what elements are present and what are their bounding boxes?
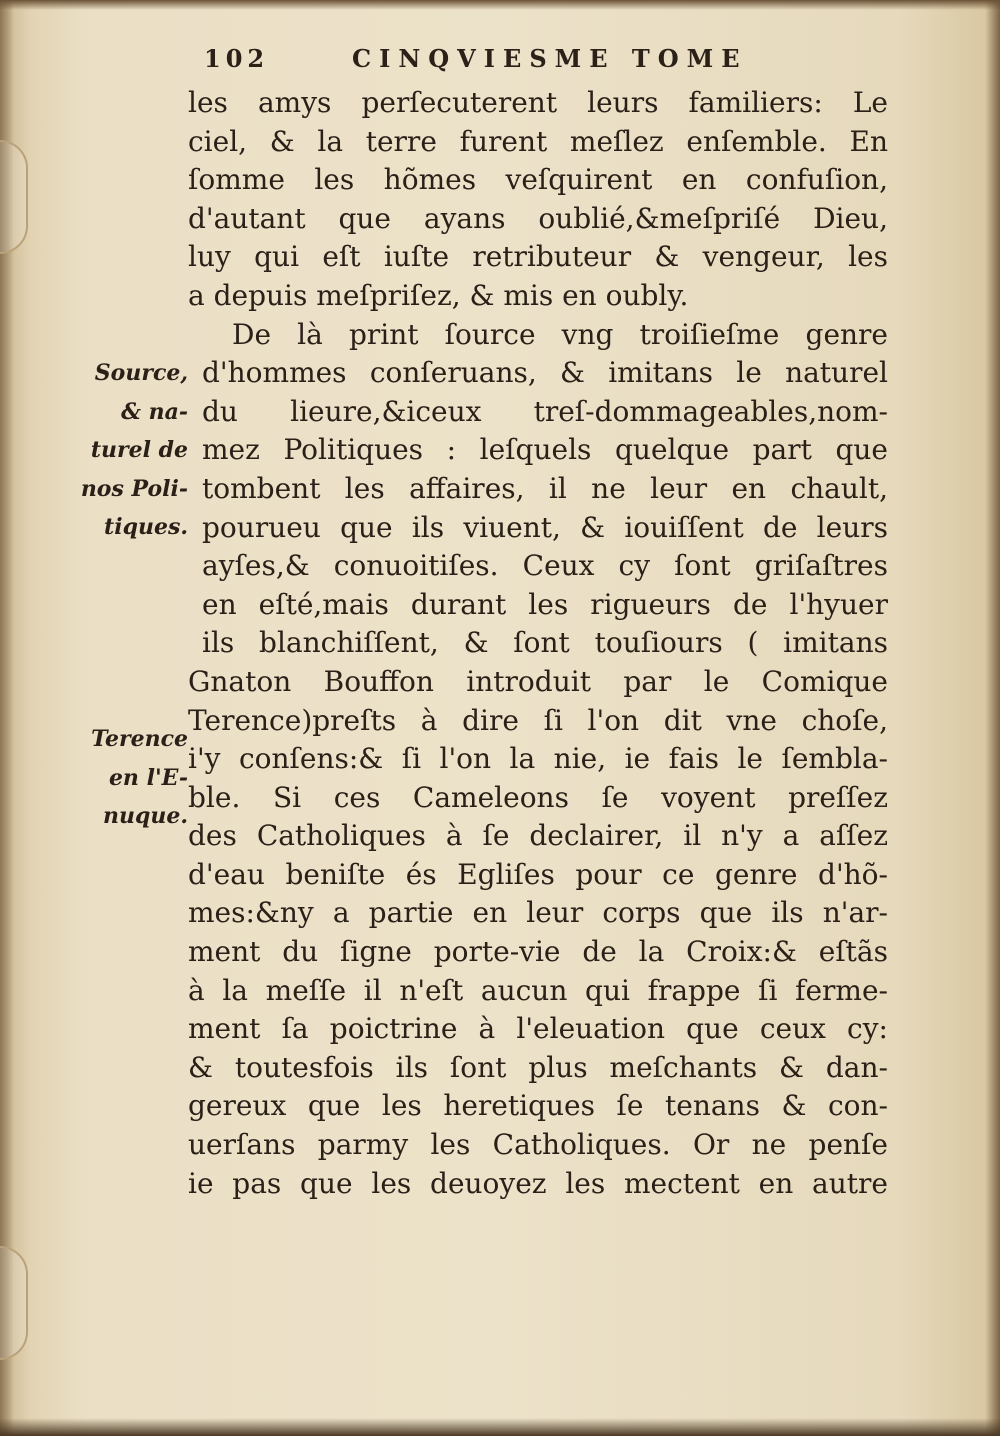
text-line: De là print ſource vng troiſieſme genre [232, 317, 888, 351]
text-line: Gnaton Bouffon introduit par le Comique [188, 664, 888, 698]
text-line: des Catholiques à ſe declairer, il n'y a aſſez [188, 819, 888, 853]
text-line: Terence)preſts à dire ſi l'on dit vne choſe, [188, 703, 888, 737]
body-text [188, 84, 888, 1203]
margin-note-line: Source, [94, 360, 188, 386]
page-bottom-edge [0, 1418, 1000, 1436]
margin-note-source [66, 354, 188, 547]
text-line: en eſté,mais durant les rigueurs de l'hyuer [202, 587, 888, 621]
margin-note-terence [66, 720, 188, 836]
page-tab-lower [0, 1246, 28, 1360]
text-line: luy qui eſt iuſte retributeur & vengeur, les [188, 240, 888, 274]
text-line: ie pas que les deuoyez les mectent en autre [188, 1166, 888, 1200]
page-tab-upper [0, 140, 28, 254]
text-line: ſomme les hõmes veſquirent en confuſion, [188, 163, 888, 197]
text-line: uerſans parmy les Catholiques. Or ne penſe [188, 1128, 888, 1162]
text-line: a depuis meſpriſez, & mis en oubly. [188, 278, 689, 312]
text-line: pourueu que ils viuent, & iouiſſent de leurs [202, 510, 888, 544]
text-line: d'hommes conſeruans, & imitans le naturel [202, 356, 888, 390]
page-number: 102 [204, 44, 270, 73]
text-line: du lieure,&iceux treſ-dommageables,nom- [202, 394, 888, 428]
page-header [204, 44, 884, 80]
margin-note-line: Terence [91, 726, 188, 752]
text-line: ment ſa poictrine à l'eleuation que ceux cy: [188, 1012, 888, 1046]
text-line: d'autant que ayans oublié,&meſpriſé Dieu, [188, 201, 888, 235]
text-line: d'eau beniſte és Egliſes pour ce genre d'hõ- [188, 857, 888, 891]
text-line: & toutesfois ils ſont plus meſchants & dan- [188, 1050, 888, 1084]
margin-note-line: nos Poli- [80, 475, 188, 502]
text-line: gereux que les heretiques ſe tenans & con- [188, 1089, 888, 1123]
text-line: ciel, & la terre furent meſlez enſemble. En [188, 124, 888, 158]
margin-note-line: en l'E- [108, 764, 188, 791]
text-line: ils blanchiſſent, & ſont touſiours ( imitans [202, 626, 888, 660]
margin-note-line: nuque. [102, 803, 188, 830]
text-line: les amys perſecuterent leurs familiers: Le [188, 86, 888, 119]
text-line: ble. Si ces Cameleons ſe voyent preſſez [188, 780, 888, 814]
page-top-edge [0, 0, 1000, 10]
text-line: i'y conſens:& ſi l'on la nie, ie fais le ſembla- [188, 742, 888, 776]
text-line: mes:&ny a partie en leur corps que ils n'ar- [188, 896, 888, 930]
text-line: mez Politiques : leſquels quelque part que [202, 433, 888, 467]
text-line: à la meſſe il n'eſt aucun qui frappe ſi ferme- [188, 973, 888, 1007]
margin-note-line: turel de [90, 437, 188, 464]
text-line: ment du ſigne porte-vie de la Croix:& eſtãs [188, 935, 888, 969]
margin-note-line: & na- [121, 398, 188, 425]
text-line: tombent les affaires, il ne leur en chault, [202, 471, 888, 505]
margin-note-line: tiques. [104, 514, 188, 541]
text-line: ayſes,& conuoitiſes. Ceux cy ſont griſaſtres [202, 549, 888, 583]
running-title: CINQVIESME TOME [352, 44, 748, 73]
